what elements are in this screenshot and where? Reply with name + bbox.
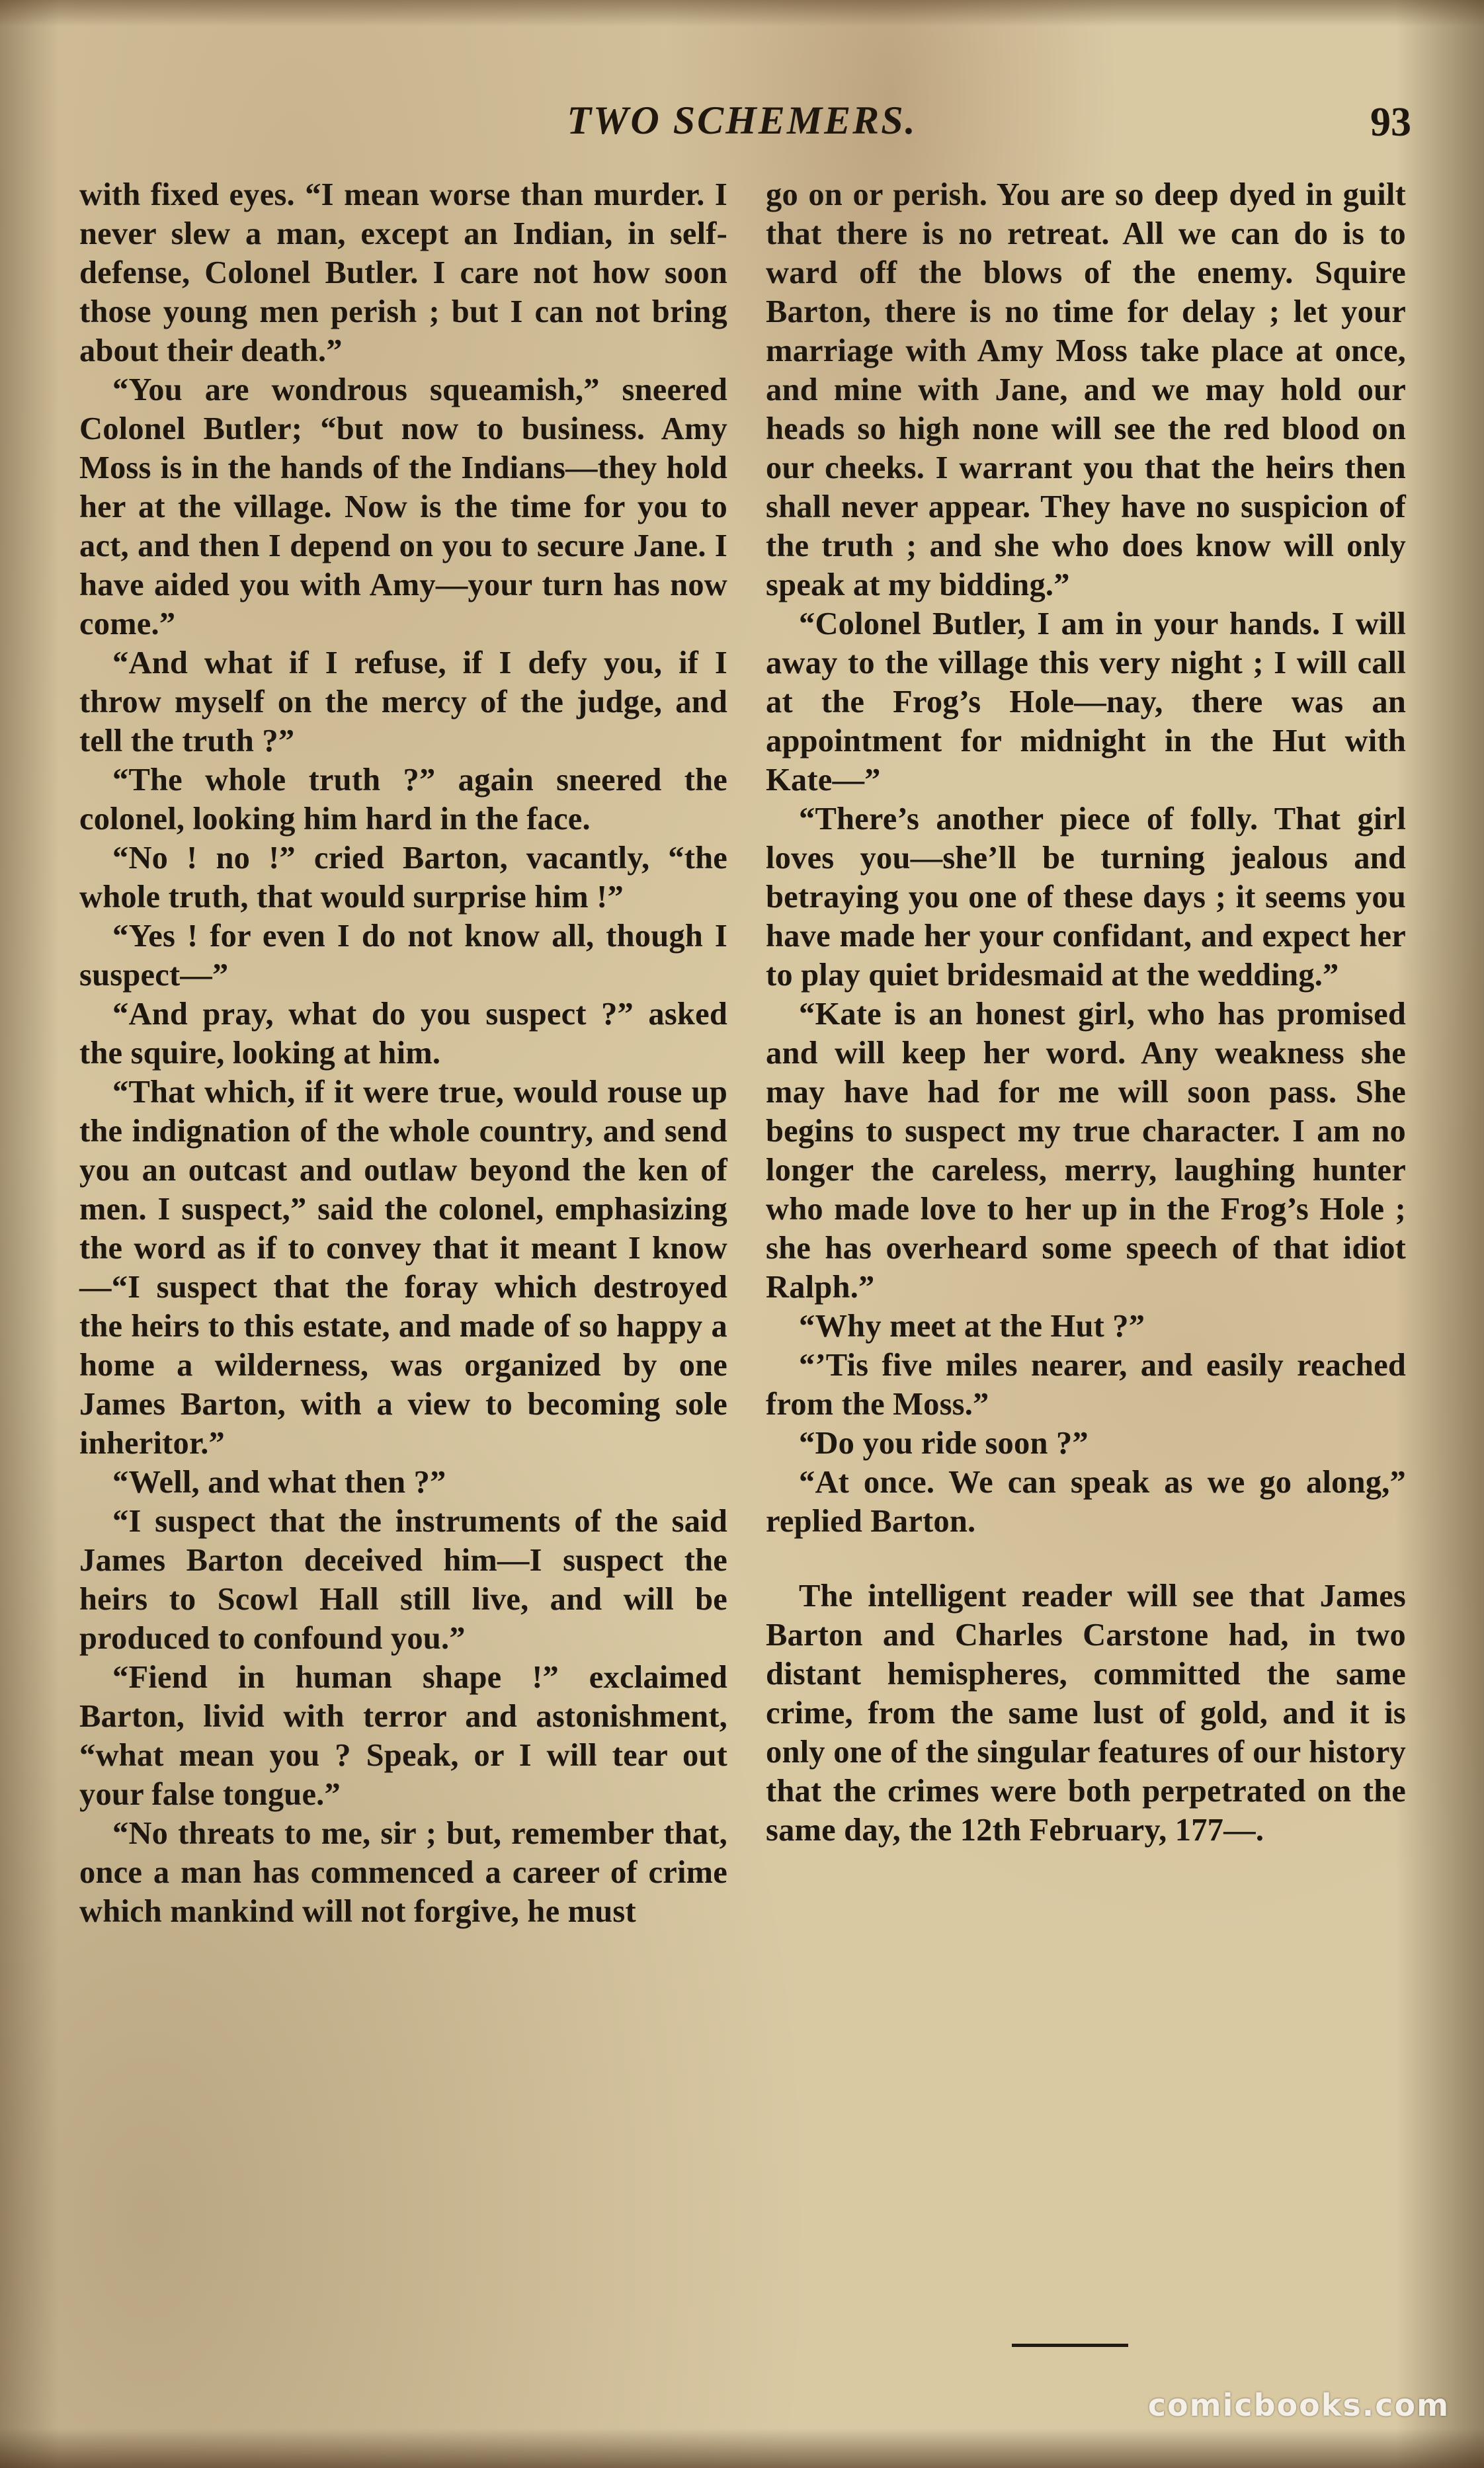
paragraph: “And what if I refuse, if I defy you, if I throw myself on the mercy of the judge, and tell the truth ?” bbox=[79, 645, 727, 759]
paragraph: “Kate is an honest girl, who has promised and will keep her word. Any weakness she may have had for me will soon pass. She begins to suspect my true character. I am no longer the careless, merry, laughing hunter who made love to her up in the Frog’s Hole ; she has overheard some speech of that idiot Ralph.” bbox=[766, 997, 1406, 1305]
paragraph: “At once. We can speak as we go along,” replied Barton. bbox=[766, 1465, 1406, 1539]
paragraph: “There’s another piece of folly. That girl loves you—she’ll be turning jealous and betraying you one of these days ; it seems you have made her your confidant, and expect her to play quiet bridesmaid at the wedding.” bbox=[766, 802, 1406, 993]
paragraph: “’Tis five miles nearer, and easily reached from the Moss.” bbox=[766, 1348, 1406, 1422]
left-column bbox=[79, 175, 727, 1931]
right-column bbox=[766, 175, 1406, 1850]
paragraph: “You are wondrous squeamish,” sneered Colonel Butler; “but now to business. Amy Moss is in the hands of the Indians—they hold her at the village. Now is the time for you to act, and then I depend on you to secure Jane. I have aided you with Amy—your turn has now come.” bbox=[79, 372, 727, 641]
page-edge-shadow-top bbox=[0, 0, 1484, 26]
paragraph: “Why meet at the Hut ?” bbox=[799, 1309, 1145, 1344]
page-number: 93 bbox=[1370, 100, 1411, 145]
paragraph: “Do you ride soon ?” bbox=[799, 1426, 1089, 1461]
paragraph: “I suspect that the instruments of the said James Barton deceived him—I suspect the heirs to Scowl Hall still live, and will be produced to confound you.” bbox=[79, 1504, 727, 1656]
paragraph: “No ! no !” cried Barton, vacantly, “the whole truth, that would surprise him !” bbox=[79, 841, 727, 915]
page-edge-shadow-bottom bbox=[0, 2428, 1484, 2468]
paragraph: with fixed eyes. “I mean worse than murder. I never slew a man, except an Indian, in self-defense, Colonel Butler. I care not how soon those young men perish ; but I can not bring about their death.” bbox=[79, 177, 727, 368]
section-end-rule bbox=[1012, 2344, 1128, 2347]
paragraph: “Colonel Butler, I am in your hands. I will away to the village this very night ; I will call at the Frog’s Hole—nay, there was an appointment for midnight in the Hut with Kate—” bbox=[766, 606, 1406, 798]
paragraph: go on or perish. You are so deep dyed in guilt that there is no retreat. All we can do is to ward off the blows of the enemy. Squire Barton, there is no time for delay ; let your marriage with Amy Moss take place at once, and mine with Jane, and we may hold our heads so high none will see the red blood on our cheeks. I warrant you that the heirs then shall never appear. They have no suspicion of the truth ; and she who does know will only speak at my bidding.” bbox=[766, 177, 1406, 602]
paragraph: “And pray, what do you suspect ?” asked the squire, looking at him. bbox=[79, 997, 727, 1071]
paragraph: “The whole truth ?” again sneered the colonel, looking him hard in the face. bbox=[79, 762, 727, 837]
paragraph: “Yes ! for even I do not know all, though I suspect—” bbox=[79, 919, 727, 993]
closing-paragraph: The intelligent reader will see that James Barton and Charles Carstone had, in two distant hemispheres, committed the same crime, from the same lust of gold, and it is only one of the singular features of our history that the crimes were both perpetrated on the same day, the 12th February, 177—. bbox=[766, 1579, 1406, 1848]
running-title: TWO SCHEMERS. bbox=[567, 99, 917, 142]
watermark: comicbooks.com bbox=[1147, 2387, 1450, 2423]
paragraph: “Fiend in human shape !” exclaimed Barton, livid with terror and astonishment, “what mean you ? Speak, or I will tear out your false tongue.” bbox=[79, 1660, 727, 1812]
paragraph: “No threats to me, sir ; but, remember that, once a man has commenced a career of crime which mankind will not forgive, he must bbox=[79, 1816, 727, 1929]
paragraph: “Well, and what then ?” bbox=[112, 1465, 446, 1500]
paragraph: “That which, if it were true, would rouse up the indignation of the whole country, and send you an outcast and outlaw beyond the ken of men. I suspect,” said the colonel, emphasizing the word as if to convey that it meant I know—“I suspect that the foray which destroyed the heirs to this estate, and made of so happy a home a wilderness, was organized by one James Barton, with a view to becoming sole inheritor.” bbox=[79, 1075, 727, 1461]
